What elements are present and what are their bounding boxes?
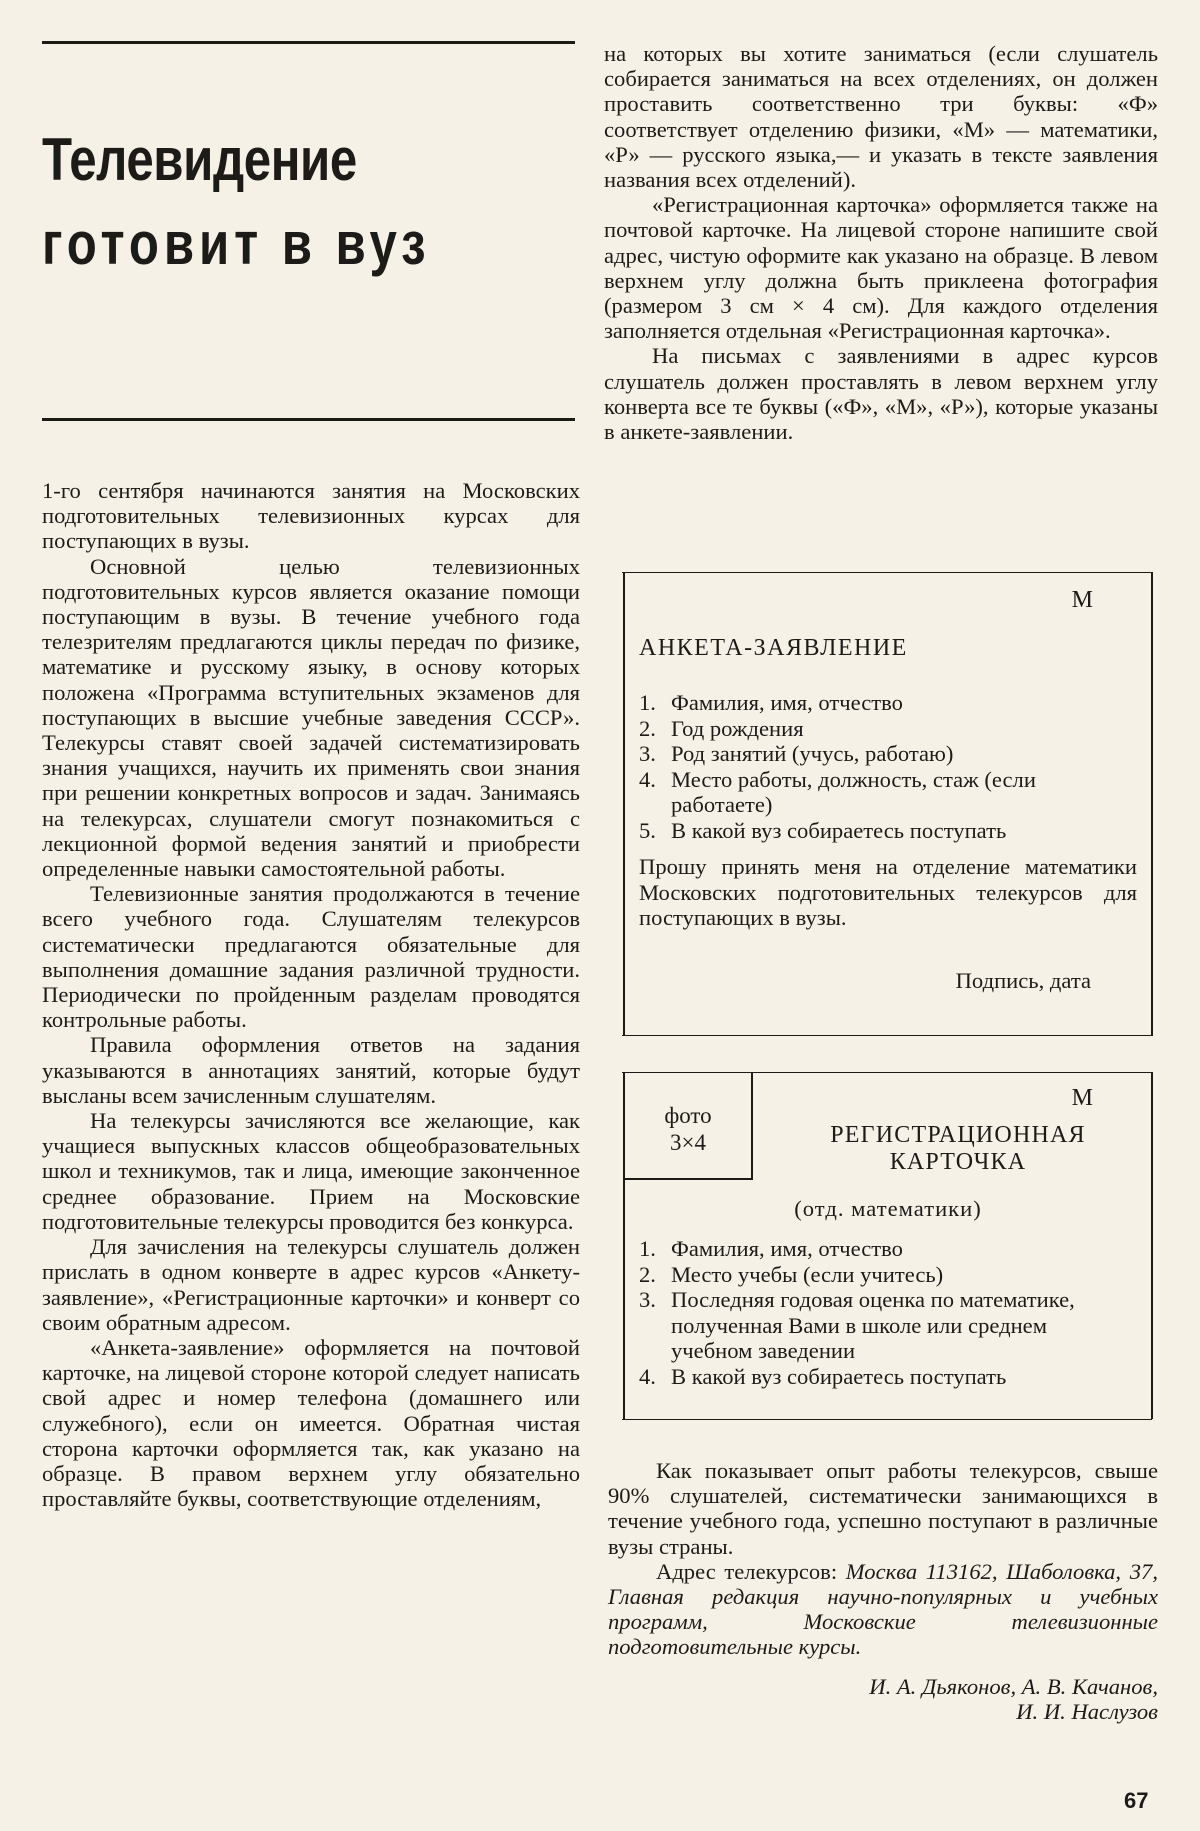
authors: И. А. Дьяконов, А. В. Качанов, И. И. Наслузов (869, 1673, 1158, 1724)
left-column (42, 478, 580, 1511)
address-paragraph: Адрес телекурсов: Москва 113162, Шаболовка, 37, Главная редакция научно-популярных и учебных программ, Московские телевизионные подготовительные курсы. (608, 1558, 1158, 1660)
paragraph: Как показывает опыт работы телекурсов, свыше 90% слушателей, систематически занимающихся в течение учебного года, успешно поступают в различные вузы страны. (608, 1458, 1158, 1559)
paragraph: «Регистрационная карточка» оформляется также на почтовой карточке. На лицевой стороне напишите свой адрес, чистую оформите как указано на образце. В левом верхнем углу должна быть приклеена фотография (размером 3 см × 4 см). Для каждого отделения заполняется отдельная «Регистрационная карточка». (604, 192, 1158, 344)
list-item: 2. Место учебы (если учитесь) (639, 1261, 944, 1287)
list-item: 3. Последняя годовая оценка по математике, полученная Вами в школе или среднем учебном заведении (639, 1287, 1075, 1363)
paragraph: 1-го сентября начинаются занятия на Московских подготовительных телевизионных курсах для поступающих в вузы. (42, 478, 580, 554)
signature-date: Подпись, дата (955, 968, 1091, 993)
list-item: 2. Год рождения (639, 715, 804, 741)
card1-bottom-rule (622, 1035, 1152, 1036)
title-line-2: готовит в вуз (42, 210, 431, 277)
article-title (42, 118, 468, 286)
right-column-bottom (608, 1458, 1158, 1724)
application-form-card (623, 572, 1153, 1036)
list-item: 4. Место работы, должность, стаж (если работаете) (639, 766, 1036, 817)
title-line-1: Телевидение (42, 126, 357, 193)
paragraph: Основной целью телевизионных подготовительных курсов является оказание помощи поступающим в вузы. В течение учебного года телезрителям предлагаются циклы передач по физике, математике и русскому языку, в основу которых положена «Программа вступительных экзаменов для поступающих в высшие учебные заведения СССР». Телекурсы ставят своей задачей систематизировать знания учащихся, научить их применять свои знания при решении конкретных вопросов и задач. Занимаясь на телекурсах, слушатели смогут познакомиться с лекционной формой ведения занятий и приобрести определенные навыки самостоятельной работы. (42, 553, 580, 882)
card-heading: РЕГИСТРАЦИОННАЯ КАРТОЧКА (830, 1122, 1086, 1175)
list-item: 3. Род занятий (учусь, работаю) (639, 741, 954, 766)
title-top-rule (42, 41, 575, 44)
card-heading: АНКЕТА-ЗАЯВЛЕНИЕ (639, 635, 908, 661)
department-letter: М (1071, 1085, 1093, 1111)
list-item: 4. В какой вуз собираетесь поступать (639, 1363, 1007, 1389)
paragraph: На письмах с заявлениями в адрес курсов слушатель должен проставлять в левом верхнем углу конверта все те буквы («Ф», «М», «Р»), которые указаны в анкете-заявлении. (604, 343, 1158, 445)
list-item: 1. Фамилия, имя, отчество (639, 690, 903, 715)
paragraph: Для зачисления на телекурсы слушатель должен прислать в одном конверте в адрес курсов «Анкету-заявление», «Регистрационные карточки» и конверт со своим обратным адресом. (42, 1234, 580, 1335)
paragraph: На телекурсы зачисляются все желающие, как учащиеся выпускных классов общеобразовательных школ и техникумов, так и лица, имеющие законченное среднее образование. Прием на Московские подготовительные телекурсы проводится без конкурса. (42, 1108, 580, 1234)
page-number: 67 (1124, 1788, 1149, 1813)
card-subheading: (отд. математики) (794, 1196, 982, 1221)
department-letter: М (1071, 587, 1093, 613)
form-field-list (639, 690, 1131, 843)
paragraph: Телевизионные занятия продолжаются в течение всего учебного года. Слушателям телекурсов систематически предлагаются обязательные для выполнения домашние задания различной трудности. Периодически по пройденным разделам проводятся контрольные работы. (42, 881, 580, 1033)
title-bottom-rule (42, 418, 575, 421)
paragraph: Правила оформления ответов на задания указываются в аннотациях занятий, которые будут высланы всем зачисленным слушателям. (42, 1032, 580, 1108)
enrollment-request: Прошу принять меня на отделение математики Московских подготовительных телекурсов для поступающих в вузы. (639, 854, 1137, 930)
list-item: 1. Фамилия, имя, отчество (639, 1236, 903, 1261)
list-item: 5. В какой вуз собираетесь поступать (639, 817, 1007, 843)
form-field-list (639, 1236, 1131, 1389)
registration-card (623, 1072, 1153, 1419)
photo-placeholder: фото 3×4 (625, 1072, 753, 1180)
paragraph: «Анкета-заявление» оформляется на почтовой карточке, на лицевой стороне которой следует написать свой адрес и номер телефона (домашнего или служебного), если он имеется. Обратная чистая сторона карточки оформляется так, как указано на образце. В правом верхнем углу обязательно проставляйте буквы, соответствующие отделениям, (42, 1334, 580, 1512)
paragraph: на которых вы хотите заниматься (если слушатель собирается заниматься на всех отделениях, он должен проставить соответственно три буквы: «Ф» соответствует отделению физики, «М» — математики, «Р» — русского языка,— и указать в тексте заявления названия всех отделений). (604, 41, 1158, 193)
right-column-top (604, 41, 1158, 444)
card2-bottom-rule (622, 1419, 1152, 1420)
